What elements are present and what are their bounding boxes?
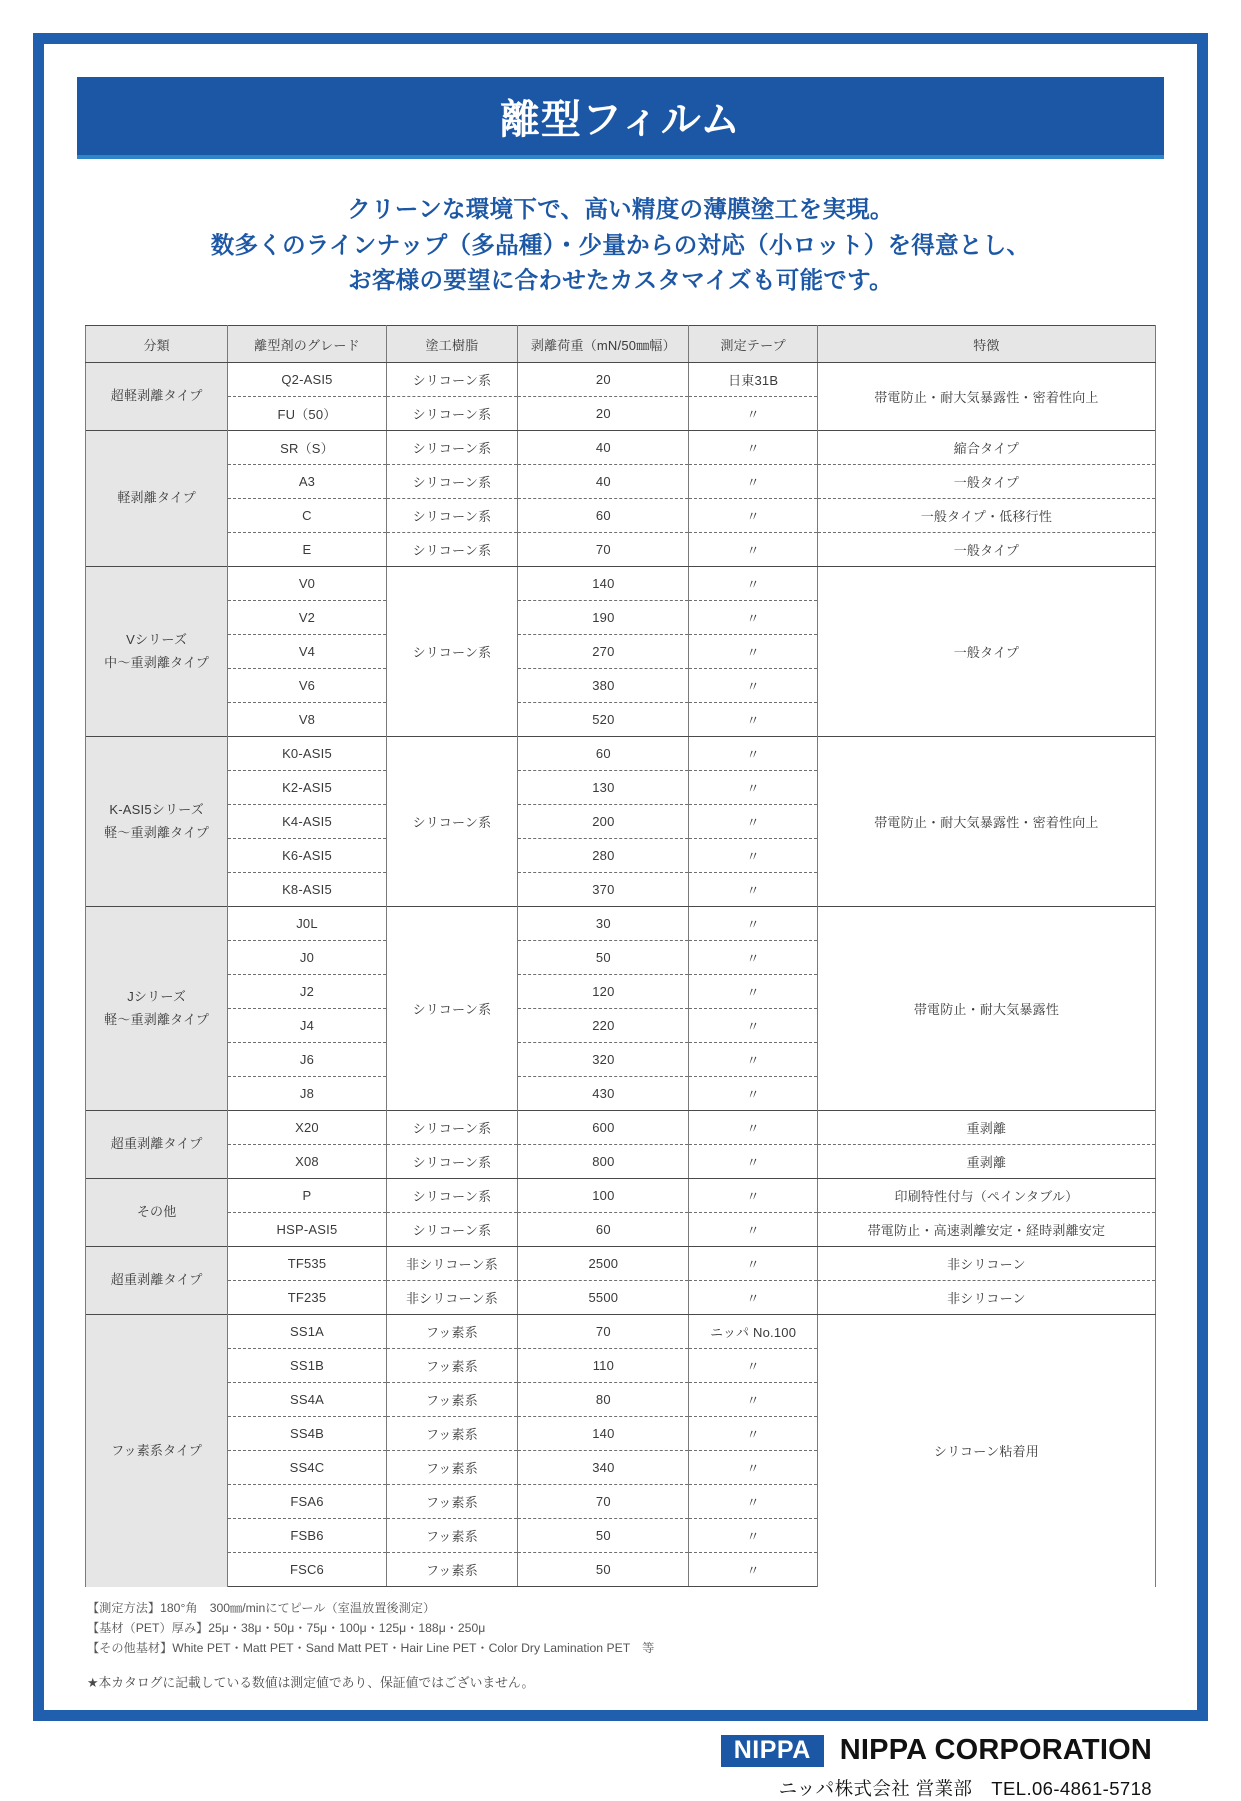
table-header-row (86, 326, 1156, 363)
category-line-1: K-ASI5シリーズ (109, 801, 204, 817)
table-row (86, 1213, 1156, 1247)
cell-resin: フッ素系 (386, 1417, 518, 1451)
cell-peel-load: 520 (518, 703, 689, 737)
lead-line-3: お客様の要望に合わせたカスタマイズも可能です。 (348, 267, 893, 294)
cell-test-tape: 〃 (689, 1383, 817, 1417)
cell-resin: シリコーン系 (386, 737, 518, 907)
cell-peel-load: 280 (518, 839, 689, 873)
cell-test-tape: 〃 (689, 533, 817, 567)
cell-resin: シリコーン系 (386, 1111, 518, 1145)
category-line-2: 中〜重剥離タイプ (104, 654, 210, 670)
cell-test-tape: 〃 (689, 703, 817, 737)
cell-peel-load: 2500 (518, 1247, 689, 1281)
cell-resin: シリコーン系 (386, 465, 518, 499)
table-row (86, 363, 1156, 397)
cell-test-tape: 〃 (689, 771, 817, 805)
table-row (86, 737, 1156, 771)
cell-test-tape: 〃 (689, 1009, 817, 1043)
cell-peel-load: 600 (518, 1111, 689, 1145)
cell-test-tape: 〃 (689, 1485, 817, 1519)
table-row (86, 1247, 1156, 1281)
page-content (77, 77, 1164, 1801)
cell-test-tape: 〃 (689, 873, 817, 907)
cell-category: 軽剥離タイプ (86, 431, 228, 567)
cell-feature: 重剥離 (817, 1145, 1155, 1179)
lead-line-2: 数多くのラインナップ（多品種）・少量からの対応（小ロット）を得意とし、 (210, 231, 1031, 258)
cell-grade: P (228, 1179, 386, 1213)
cell-peel-load: 220 (518, 1009, 689, 1043)
category-line-2: 軽〜重剥離タイプ (104, 1011, 210, 1027)
page-footer (77, 1734, 1164, 1801)
cell-resin: フッ素系 (386, 1349, 518, 1383)
cell-resin: シリコーン系 (386, 1145, 518, 1179)
cell-test-tape: 〃 (689, 839, 817, 873)
cell-category: 超重剥離タイプ (86, 1247, 228, 1315)
cell-feature: 印刷特性付与（ペインタブル） (817, 1179, 1155, 1213)
cell-peel-load: 120 (518, 975, 689, 1009)
cell-test-tape: 〃 (689, 941, 817, 975)
cell-test-tape: 〃 (689, 1077, 817, 1111)
cell-test-tape: 〃 (689, 1213, 817, 1247)
lead-line-1: クリーンな環境下で、高い精度の薄膜塗工を実現。 (347, 196, 894, 222)
cell-test-tape: ニッパ No.100 (689, 1315, 817, 1349)
cell-peel-load: 60 (518, 499, 689, 533)
cell-peel-load: 430 (518, 1077, 689, 1111)
cell-feature: 非シリコーン (817, 1281, 1155, 1315)
footnote-measurement-method: 【測定方法】180°角 300㎜/minにてピール（室温放置後測定） (87, 1601, 436, 1616)
cell-grade: J4 (228, 1009, 386, 1043)
cell-feature: 縮合タイプ (817, 431, 1155, 465)
cell-test-tape: 〃 (689, 975, 817, 1009)
col-header-peel-load: 剥離荷重（mN/50㎜幅） (518, 326, 689, 363)
col-header-resin: 塗工樹脂 (386, 326, 518, 363)
cell-resin: フッ素系 (386, 1383, 518, 1417)
cell-peel-load: 380 (518, 669, 689, 703)
title-banner (77, 77, 1164, 155)
cell-peel-load: 190 (518, 601, 689, 635)
cell-grade: SS4C (228, 1451, 386, 1485)
cell-test-tape: 〃 (689, 431, 817, 465)
cell-grade: K6-ASI5 (228, 839, 386, 873)
cell-grade: HSP-ASI5 (228, 1213, 386, 1247)
cell-test-tape: 〃 (689, 805, 817, 839)
cell-grade: SS1A (228, 1315, 386, 1349)
cell-test-tape: 〃 (689, 1111, 817, 1145)
cell-grade: X20 (228, 1111, 386, 1145)
col-header-category: 分類 (86, 326, 228, 363)
cell-peel-load: 50 (518, 941, 689, 975)
cell-test-tape: 〃 (689, 1417, 817, 1451)
cell-test-tape: 〃 (689, 635, 817, 669)
cell-test-tape: 〃 (689, 499, 817, 533)
cell-feature: 帯電防止・耐大気暴露性・密着性向上 (817, 363, 1155, 431)
cell-resin: 非シリコーン系 (386, 1281, 518, 1315)
cell-feature: 重剥離 (817, 1111, 1155, 1145)
cell-peel-load: 80 (518, 1383, 689, 1417)
corporation-name: NIPPA CORPORATION (839, 1734, 1152, 1767)
cell-grade: V2 (228, 601, 386, 635)
cell-resin: フッ素系 (386, 1519, 518, 1553)
table-row (86, 1145, 1156, 1179)
cell-test-tape: 〃 (689, 1179, 817, 1213)
cell-resin: フッ素系 (386, 1315, 518, 1349)
cell-peel-load: 50 (518, 1553, 689, 1587)
cell-test-tape: 〃 (689, 465, 817, 499)
cell-peel-load: 140 (518, 1417, 689, 1451)
cell-resin: シリコーン系 (386, 907, 518, 1111)
cell-grade: K4-ASI5 (228, 805, 386, 839)
cell-grade: X08 (228, 1145, 386, 1179)
cell-resin: シリコーン系 (386, 567, 518, 737)
col-header-features: 特徴 (817, 326, 1155, 363)
table-row (86, 1111, 1156, 1145)
cell-resin: フッ素系 (386, 1451, 518, 1485)
cell-test-tape: 〃 (689, 1451, 817, 1485)
cell-grade: SS4A (228, 1383, 386, 1417)
cell-test-tape: 〃 (689, 1553, 817, 1587)
cell-test-tape: 〃 (689, 1281, 817, 1315)
cell-feature: 帯電防止・耐大気暴露性 (817, 907, 1155, 1111)
cell-grade: K0-ASI5 (228, 737, 386, 771)
cell-peel-load: 20 (518, 397, 689, 431)
cell-peel-load: 340 (518, 1451, 689, 1485)
cell-test-tape: 〃 (689, 1519, 817, 1553)
cell-peel-load: 60 (518, 1213, 689, 1247)
footnote-pet-thickness: 【基材（PET）厚み】25μ・38μ・50μ・75μ・100μ・125μ・188μ・250μ (87, 1620, 486, 1635)
cell-feature: 一般タイプ (817, 533, 1155, 567)
cell-grade: K2-ASI5 (228, 771, 386, 805)
nippa-logo: NIPPA (721, 1735, 824, 1767)
cell-feature: 帯電防止・耐大気暴露性・密着性向上 (817, 737, 1155, 907)
cell-test-tape: 〃 (689, 397, 817, 431)
cell-category: 超軽剥離タイプ (86, 363, 228, 431)
cell-peel-load: 140 (518, 567, 689, 601)
cell-grade: TF235 (228, 1281, 386, 1315)
cell-feature: 一般タイプ (817, 465, 1155, 499)
table-head (86, 326, 1156, 363)
cell-peel-load: 70 (518, 533, 689, 567)
cell-category (86, 907, 228, 1111)
cell-peel-load: 270 (518, 635, 689, 669)
cell-grade: SS1B (228, 1349, 386, 1383)
cell-grade: K8-ASI5 (228, 873, 386, 907)
cell-grade: J2 (228, 975, 386, 1009)
footer-brand-row (721, 1734, 1152, 1767)
lead-copy (77, 192, 1164, 299)
cell-peel-load: 370 (518, 873, 689, 907)
cell-peel-load: 5500 (518, 1281, 689, 1315)
cell-feature: 一般タイプ・低移行性 (817, 499, 1155, 533)
table-row (86, 499, 1156, 533)
cell-test-tape: 〃 (689, 907, 817, 941)
table-row (86, 465, 1156, 499)
category-line-1: Vシリーズ (126, 631, 188, 647)
cell-resin: シリコーン系 (386, 1179, 518, 1213)
page-title: 離型フィルム (499, 97, 742, 142)
category-line-1: Jシリーズ (127, 988, 187, 1004)
cell-grade: V0 (228, 567, 386, 601)
title-underline-accent (77, 155, 1164, 159)
table-row (86, 567, 1156, 601)
cell-test-tape: 〃 (689, 567, 817, 601)
cell-peel-load: 40 (518, 431, 689, 465)
cell-grade: FSA6 (228, 1485, 386, 1519)
spec-table-container (77, 325, 1164, 1587)
cell-test-tape: 〃 (689, 1145, 817, 1179)
cell-resin: シリコーン系 (386, 499, 518, 533)
cell-peel-load: 70 (518, 1485, 689, 1519)
cell-peel-load: 50 (518, 1519, 689, 1553)
table-body (86, 363, 1156, 1587)
cell-grade: J0 (228, 941, 386, 975)
table-row (86, 1179, 1156, 1213)
cell-peel-load: 800 (518, 1145, 689, 1179)
cell-feature: 帯電防止・高速剥離安定・経時剥離安定 (817, 1213, 1155, 1247)
cell-category (86, 737, 228, 907)
cell-test-tape: 〃 (689, 1043, 817, 1077)
cell-test-tape: 〃 (689, 669, 817, 703)
cell-peel-load: 60 (518, 737, 689, 771)
cell-grade: TF535 (228, 1247, 386, 1281)
cell-category (86, 567, 228, 737)
cell-grade: C (228, 499, 386, 533)
cell-grade: V4 (228, 635, 386, 669)
cell-resin: フッ素系 (386, 1553, 518, 1587)
cell-resin: シリコーン系 (386, 397, 518, 431)
cell-peel-load: 20 (518, 363, 689, 397)
cell-grade: SS4B (228, 1417, 386, 1451)
cell-grade: Q2-ASI5 (228, 363, 386, 397)
company-contact-line: ニッパ株式会社 営業部 TEL.06-4861-5718 (778, 1778, 1152, 1800)
table-row (86, 907, 1156, 941)
cell-test-tape: 〃 (689, 1247, 817, 1281)
cell-resin: シリコーン系 (386, 1213, 518, 1247)
cell-resin: シリコーン系 (386, 431, 518, 465)
cell-peel-load: 320 (518, 1043, 689, 1077)
cell-grade: SR（S） (228, 431, 386, 465)
footnote-disclaimer: ★本カタログに記載している数値は測定値であり、保証値ではございません。 (87, 1675, 535, 1691)
cell-test-tape: 〃 (689, 737, 817, 771)
table-row (86, 533, 1156, 567)
cell-grade: V6 (228, 669, 386, 703)
category-line-2: 軽〜重剥離タイプ (104, 824, 210, 840)
cell-test-tape: 日東31B (689, 363, 817, 397)
cell-category: その他 (86, 1179, 228, 1247)
footnote-other-substrates: 【その他基材】White PET・Matt PET・Sand Matt PET・Hair Line PET・Color Dry Lamination PET 等 (87, 1640, 655, 1655)
cell-feature: シリコーン粘着用 (817, 1315, 1155, 1587)
cell-grade: J6 (228, 1043, 386, 1077)
cell-grade: FSB6 (228, 1519, 386, 1553)
cell-peel-load: 130 (518, 771, 689, 805)
cell-grade: V8 (228, 703, 386, 737)
cell-feature: 非シリコーン (817, 1247, 1155, 1281)
cell-grade: E (228, 533, 386, 567)
cell-resin: フッ素系 (386, 1485, 518, 1519)
cell-category: フッ素系タイプ (86, 1315, 228, 1587)
cell-grade: J0L (228, 907, 386, 941)
cell-test-tape: 〃 (689, 601, 817, 635)
col-header-test-tape: 測定テープ (689, 326, 817, 363)
cell-peel-load: 200 (518, 805, 689, 839)
table-row (86, 1315, 1156, 1349)
cell-peel-load: 100 (518, 1179, 689, 1213)
cell-resin: シリコーン系 (386, 363, 518, 397)
cell-peel-load: 110 (518, 1349, 689, 1383)
table-row (86, 1281, 1156, 1315)
cell-grade: FSC6 (228, 1553, 386, 1587)
cell-peel-load: 40 (518, 465, 689, 499)
cell-test-tape: 〃 (689, 1349, 817, 1383)
cell-resin: シリコーン系 (386, 533, 518, 567)
cell-grade: A3 (228, 465, 386, 499)
cell-grade: J8 (228, 1077, 386, 1111)
cell-category: 超重剥離タイプ (86, 1111, 228, 1179)
cell-peel-load: 30 (518, 907, 689, 941)
cell-peel-load: 70 (518, 1315, 689, 1349)
cell-grade: FU（50） (228, 397, 386, 431)
release-film-spec-table (85, 325, 1156, 1587)
footnotes (77, 1599, 1164, 1694)
table-row (86, 431, 1156, 465)
cell-resin: 非シリコーン系 (386, 1247, 518, 1281)
col-header-grade: 離型剤のグレード (228, 326, 386, 363)
cell-feature: 一般タイプ (817, 567, 1155, 737)
